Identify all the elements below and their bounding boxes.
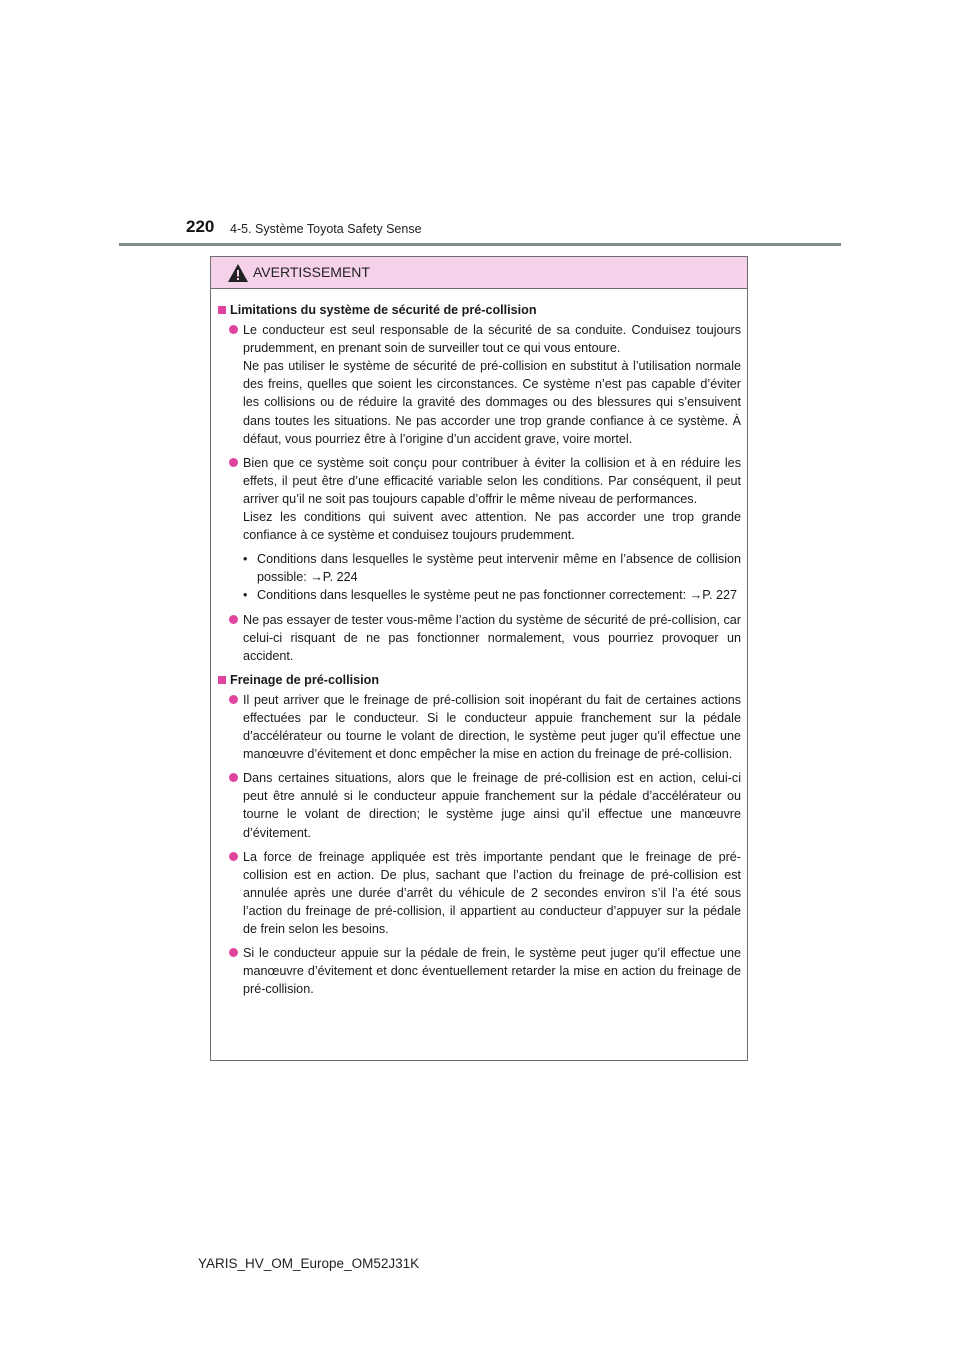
circle-bullet-icon xyxy=(229,773,238,782)
section-heading-text: Limitations du système de sécurité de pré-collision xyxy=(230,303,537,317)
bullet-item xyxy=(217,691,741,763)
warning-header xyxy=(211,257,747,289)
bullet-item xyxy=(217,611,741,665)
item-paragraph: Ne pas utiliser le système de sécurité de pré-collision en substitut à l’utilisation normale des freins, quelles que soient les circonstances. Ce système n’est pas capable d’éviter les collisions ou de réduire la gravité des dommages ou des blessures qui s’ensuivent dans toutes les situations. Ne pas accorder une trop grande confiance à ce système. À défaut, vous pourriez être à l’origine d’un accident grave, voire mortel. xyxy=(243,359,741,446)
section-heading xyxy=(217,301,741,319)
sub-item xyxy=(243,550,741,586)
dot-bullet-icon: • xyxy=(243,552,248,567)
item-paragraph: Ne pas essayer de tester vous-même l’action du système de sécurité de pré-collision, car celui-ci risquant de ne pas fonctionner normalement, vous pourriez provoquer un accident. xyxy=(243,612,741,663)
section-heading-text: Freinage de pré-collision xyxy=(230,672,380,687)
sub-item-text: Conditions dans lesquelles le système peut ne pas fonctionner correctement: →P. 227 xyxy=(257,588,738,603)
bullet-item xyxy=(217,944,741,998)
dot-bullet-icon: • xyxy=(243,588,248,603)
circle-bullet-icon xyxy=(229,615,238,624)
circle-bullet-icon xyxy=(229,695,238,704)
circle-bullet-icon xyxy=(229,325,238,334)
document-code: YARIS_HV_OM_Europe_OM52J31K xyxy=(198,1256,420,1271)
circle-bullet-icon xyxy=(229,458,238,467)
page-number: 220 xyxy=(186,217,215,236)
square-bullet-icon xyxy=(218,676,226,684)
bullet-item xyxy=(217,769,741,841)
square-bullet-icon xyxy=(218,306,226,314)
warning-box xyxy=(210,256,748,1061)
sub-item xyxy=(243,586,741,604)
sub-item-text: Conditions dans lesquelles le système peut intervenir même en l’absence de collision possible: →P. 224 xyxy=(257,552,741,585)
item-paragraph: Si le conducteur appuie sur la pédale de frein, le système peut juger qu’il effectue une manœuvre d’évitement et donc éventuellement retarder la mise en action du freinage de pré-collision. xyxy=(243,946,741,997)
header-rule xyxy=(119,243,841,246)
section-title: 4-5. Système Toyota Safety Sense xyxy=(230,222,422,236)
circle-bullet-icon xyxy=(229,948,238,957)
bullet-item xyxy=(217,454,741,605)
item-paragraph: La force de freinage appliquée est très importante pendant que le freinage de pré-collision est en action. De plus, sachant que l’action du freinage de pré-collision est annulée après une durée d’arrêt du véhicule de 2 secondes environ s’il l’a été sous l’action du freinage de pré-collision, il appartient au conducteur d’appuyer sur la pédale de frein selon les besoins. xyxy=(243,849,741,936)
warning-triangle-icon xyxy=(227,263,249,283)
warning-title: AVERTISSEMENT xyxy=(253,264,370,280)
item-paragraph: Dans certaines situations, alors que le freinage de pré-collision est en action, celui-ci peut être annulé si le conducteur appuie franchement sur la pédale d’accélérateur ou tourne le volant de direction; le système juge ainsi qu’il effectue une manœuvre d’évitement. xyxy=(243,771,741,840)
item-paragraph: Le conducteur est seul responsable de la sécurité de sa conduite. Conduisez toujours prudemment, en prenant soin de surveiller tout ce qui vous entoure. xyxy=(243,323,741,356)
item-paragraph: Lisez les conditions qui suivent avec attention. Ne pas accorder une trop grande confiance à ce système et conduisez toujours prudemment. xyxy=(243,510,741,543)
circle-bullet-icon xyxy=(229,852,238,861)
section-heading xyxy=(217,671,741,689)
item-paragraph: Il peut arriver que le freinage de pré-collision soit inopérant du fait de certaines actions effectuées par le conducteur. Si le conducteur appuie franchement sur la pédale d’accélérateur ou tourne le volant de direction, le système peut juger qu’il effectue une manœuvre d’évitement et donc empêcher la mise en action du freinage de pré-collision. xyxy=(243,692,741,762)
bullet-item xyxy=(217,848,741,938)
bullet-item xyxy=(217,321,741,448)
item-paragraph: Bien que ce système soit conçu pour contribuer à éviter la collision et à en réduire les effets, il peut être d’une efficacité variable selon les conditions. Par conséquent, il peut arriver qu’il ne soit pas toujours capable d’offrir le même niveau de performances. xyxy=(243,455,741,506)
warning-body xyxy=(211,289,747,998)
